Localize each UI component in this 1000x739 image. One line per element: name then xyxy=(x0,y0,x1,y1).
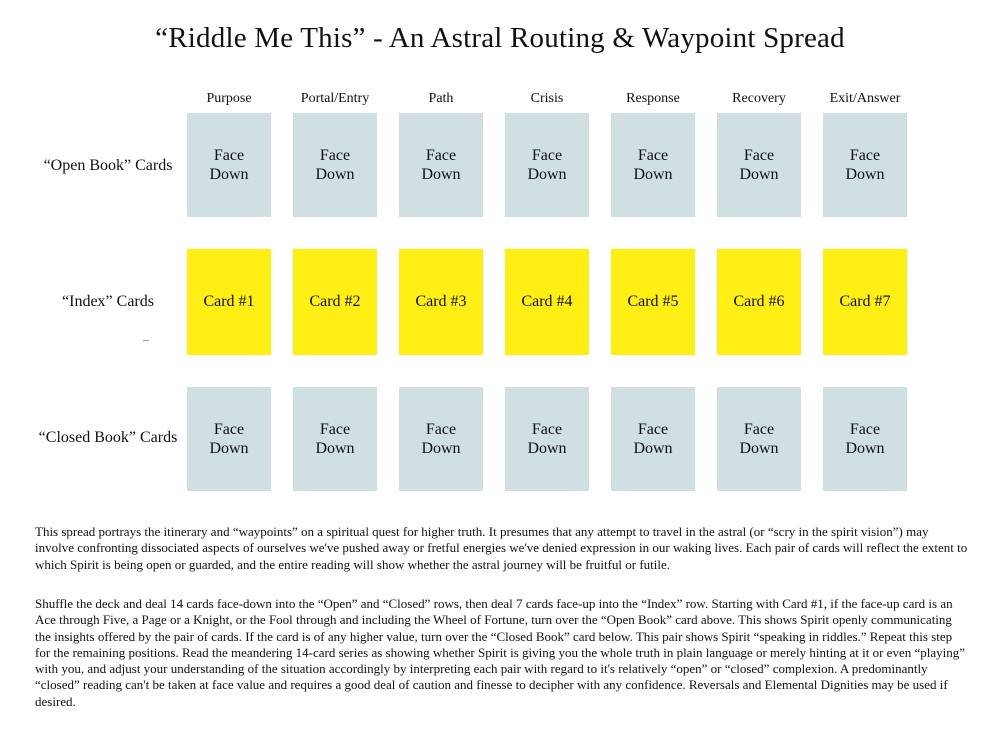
stray-mark xyxy=(143,340,149,341)
closed-book-card-6[interactable]: Face Down xyxy=(717,387,801,491)
closed-book-card-7[interactable]: Face Down xyxy=(823,387,907,491)
column-header-path: Path xyxy=(428,91,454,106)
index-card-4[interactable]: Card #4 xyxy=(505,249,589,355)
open-book-card-7[interactable]: Face Down xyxy=(823,113,907,217)
closed-book-card-5[interactable]: Face Down xyxy=(611,387,695,491)
column-header-response: Response xyxy=(626,91,680,106)
index-card-6[interactable]: Card #6 xyxy=(717,249,801,355)
open-book-card-6[interactable]: Face Down xyxy=(717,113,801,217)
row-label-index: “Index” Cards xyxy=(62,293,154,310)
closed-book-card-3[interactable]: Face Down xyxy=(399,387,483,491)
open-book-card-4[interactable]: Face Down xyxy=(505,113,589,217)
index-card-7[interactable]: Card #7 xyxy=(823,249,907,355)
column-header-crisis: Crisis xyxy=(530,91,564,106)
index-card-2[interactable]: Card #2 xyxy=(293,249,377,355)
open-book-card-3[interactable]: Face Down xyxy=(399,113,483,217)
column-header-recovery: Recovery xyxy=(732,91,786,106)
page-title: “Riddle Me This” - An Astral Routing & Waypoint Spread xyxy=(155,22,845,54)
open-book-card-2[interactable]: Face Down xyxy=(293,113,377,217)
instructions-paragraph: Shuffle the deck and deal 14 cards face-down into the “Open” and “Closed” rows, then deal 7 cards face-up into the “Index” row. Starting with Card #1, if the face-up card is an Ace through Five, a Page or a Knight, or the Fool through and including the Wheel of Fortune, turn over the “Open Book” card above. This shows Spirit openly communicating the insights offered by the pair of cards. If the card is of any higher value, turn over the “Closed Book” card below. This pair shows Spirit “speaking in riddles.” Repeat this step for the remaining positions. Read the meandering 14-card series as showing whether Spirit is giving you the whole truth in plain language or merely hinting at it or even “playing” with you, and adjust your understanding of the situation accordingly by interpreting each pair with regard to it's relatively “open” or “closed” complexion. A predominantly “closed” reading can't be taken at face value and requires a good deal of caution and finesse to decipher with any confidence. Reversals and Elemental Dignities may be used if desired. xyxy=(35,596,965,709)
open-book-card-1[interactable]: Face Down xyxy=(187,113,271,217)
index-card-5[interactable]: Card #5 xyxy=(611,249,695,355)
index-card-1[interactable]: Card #1 xyxy=(187,249,271,355)
column-header-purpose: Purpose xyxy=(206,91,252,106)
intro-paragraph: This spread portrays the itinerary and “waypoints” on a spiritual quest for higher truth. It presumes that any attempt to travel in the astral (or “scry in the spirit vision”) may involve confronting dissociated aspects of ourselves we've pushed away or fretful energies we've denied expression in our waking lives. Each pair of cards will reflect the extent to which Spirit is being open or guarded, and the entire reading will show whether the astral journey will be fruitful or futile. xyxy=(35,524,968,572)
column-header-portal-entry: Portal/Entry xyxy=(300,91,370,106)
row-label-open-book: “Open Book” Cards xyxy=(43,157,173,174)
closed-book-card-4[interactable]: Face Down xyxy=(505,387,589,491)
index-card-3[interactable]: Card #3 xyxy=(399,249,483,355)
closed-book-card-1[interactable]: Face Down xyxy=(187,387,271,491)
closed-book-card-2[interactable]: Face Down xyxy=(293,387,377,491)
row-label-closed-book: “Closed Book” Cards xyxy=(38,429,178,446)
open-book-card-5[interactable]: Face Down xyxy=(611,113,695,217)
column-header-exit-answer: Exit/Answer xyxy=(829,91,901,106)
